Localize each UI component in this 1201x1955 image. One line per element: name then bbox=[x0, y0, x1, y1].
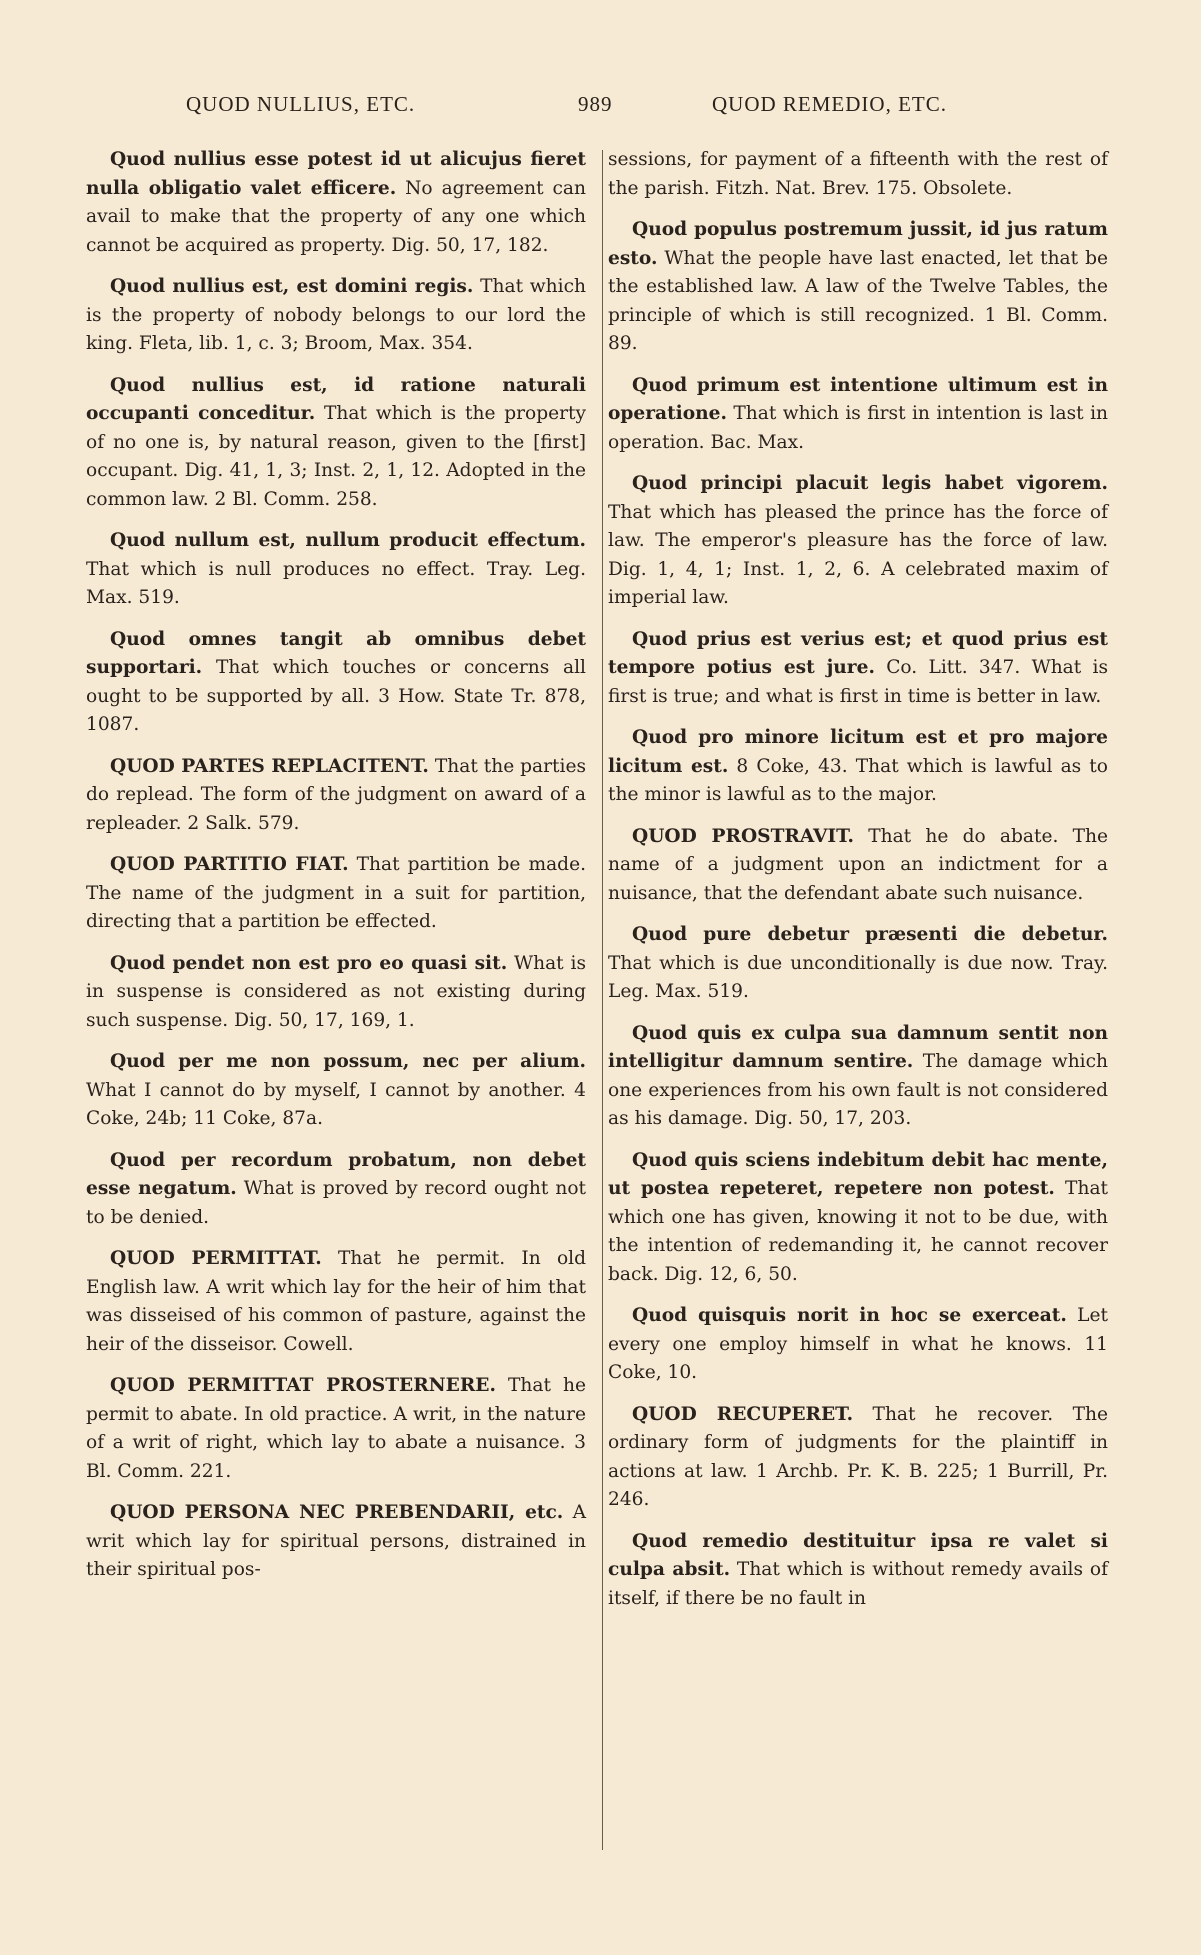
entry-definition: That the parties do replead. The form of the judgment on award of a repleader. 2 Salk. 579. bbox=[86, 755, 586, 834]
entry-headword: Quod quis sciens indebitum debit hac mente, ut postea repeteret, repetere non potest. bbox=[608, 1149, 1108, 1199]
entry-definition: 8 Coke, 43. That which is lawful as to the minor is lawful as to the major. bbox=[608, 755, 1108, 805]
entry-headword: Quod quisquis norit in hoc se exerceat. bbox=[632, 1305, 1067, 1326]
dictionary-entry bbox=[86, 950, 586, 1036]
dictionary-entry bbox=[86, 1147, 586, 1233]
entry-definition: That he permit. In old English law. A writ which lay for the heir of him that was disseised of his common of pasture, against the heir of the disseisor. Cowell. bbox=[86, 1248, 586, 1355]
entry-definition: That he do abate. The name of a judgment upon an indictment for a nuisance, that the defendant abate such nuisance. bbox=[608, 825, 1108, 904]
entry-definition: That which is first in intention is last in operation. Bac. Max. bbox=[608, 403, 1108, 453]
entry-headword: QUOD PROSTRAVIT. bbox=[632, 825, 854, 847]
entry-headword: QUOD RECUPERET. bbox=[632, 1403, 854, 1425]
dictionary-entry bbox=[86, 527, 586, 613]
entry-headword: QUOD PERMITTAT. bbox=[110, 1248, 322, 1269]
dictionary-entry bbox=[608, 1302, 1108, 1388]
entry-definition: That which is due unconditionally is due now. Tray. Leg. Max. 519. bbox=[608, 952, 1108, 1002]
entry-headword: Quod per recordum probatum, non debet esse negatum. bbox=[86, 1149, 586, 1199]
entry-definition: Let every one employ himself in what he knows. 11 Coke, 10. bbox=[608, 1305, 1109, 1383]
left-column bbox=[86, 146, 586, 1598]
entry-definition: What is in suspense is considered as not existing during such suspense. Dig. 50, 17, 169, 1. bbox=[86, 952, 586, 1031]
entry-definition: That he permit to abate. In old practice. A writ, in the nature of a writ of right, which lay to abate a nuisance. 3 Bl. Comm. 221. bbox=[86, 1375, 587, 1482]
entry-headword: Quod nullius esse potest id ut alicujus fieret nulla obligatio valet efficere. bbox=[86, 149, 586, 199]
entry-definition: That which is null produces no effect. Tray. Leg. Max. 519. bbox=[86, 558, 586, 608]
right-column bbox=[608, 146, 1108, 1626]
dictionary-entry bbox=[608, 216, 1108, 359]
entry-definition: That he recover. The ordinary form of judgments for the plaintiff in actions at law. 1 Archb. Pr. K. B. 225; 1 Burrill, Pr. 246. bbox=[608, 1403, 1108, 1510]
dictionary-entry bbox=[86, 1372, 586, 1486]
entry-headword: QUOD PERMITTAT PROSTERNERE. bbox=[110, 1375, 496, 1396]
dictionary-entry bbox=[608, 1020, 1108, 1134]
continued-entry-text: sessions, for payment of a fifteenth with the rest of the parish. Fitzh. Nat. Brev. 175. Obsolete. bbox=[608, 149, 1108, 199]
entry-definition: That partition be made. The name of the judgment in a suit for partition, directing that a partition be effected. bbox=[86, 854, 586, 932]
entry-headword: Quod primum est intentione ultimum est in operatione. bbox=[608, 374, 1108, 424]
entry-headword: QUOD PARTITIO FIAT. bbox=[110, 854, 349, 875]
entry-definition: That which has pleased the prince has the force of law. The emperor's pleasure has the force of law. Dig. 1, 4, 1; Inst. 1, 2, 6. A celebrated maxim of imperial law. bbox=[608, 501, 1108, 608]
entry-headword: Quod pendet non est pro eo quasi sit. bbox=[110, 952, 508, 974]
entry-definition: Co. Litt. 347. What is first is true; and what is first in time is better in law. bbox=[608, 657, 1108, 707]
running-head bbox=[0, 92, 1201, 122]
dictionary-entry bbox=[608, 823, 1108, 909]
entry-definition: That which is the property of nobody belongs to our lord the king. Fleta, lib. 1, c. 3; Broom, Max. 354. bbox=[86, 276, 586, 354]
dictionary-entry bbox=[608, 372, 1108, 458]
entry-definition: What is proved by record ought not to be denied. bbox=[86, 1178, 586, 1228]
entry-headword: Quod prius est verius est; et quod prius est tempore potius est jure. bbox=[608, 628, 1108, 678]
entry-headword: Quod nullius est, id ratione naturali occupanti conceditur. bbox=[86, 374, 586, 424]
dictionary-entry bbox=[86, 626, 586, 740]
header-right-guide-word: QUOD REMEDIO, ETC. bbox=[712, 92, 947, 116]
entry-headword: Quod remedio destituitur ipsa re valet si culpa absit. bbox=[608, 1530, 1108, 1580]
entry-headword: QUOD PERSONA NEC PREBENDARII, etc. bbox=[110, 1502, 564, 1523]
entry-headword: Quod pro minore licitum est et pro majore licitum est. bbox=[608, 727, 1108, 777]
dictionary-entry bbox=[86, 851, 586, 937]
dictionary-entry bbox=[86, 146, 586, 260]
dictionary-entry bbox=[608, 921, 1108, 1007]
entry-definition: The damage which one experiences from his own fault is not considered as his damage. Dig. 50, 17, 203. bbox=[608, 1051, 1109, 1129]
entry-definition: That which is the property of no one is, by natural reason, given to the [first] occupant. Dig. 41, 1, 3; Inst. 2, 1, 12. Adopted in the common law. 2 Bl. Comm. 258. bbox=[86, 403, 586, 510]
entry-definition: That which one has given, knowing it not to be due, with the intention of redemanding it, he cannot recover back. Dig. 12, 6, 50. bbox=[608, 1178, 1108, 1285]
dictionary-entry bbox=[608, 1528, 1108, 1614]
dictionary-entry bbox=[86, 273, 586, 359]
entry-headword: Quod per me non possum, nec per alium. bbox=[110, 1051, 586, 1072]
entry-definition: No agreement can avail to make that the property of any one which cannot be acquired as property. Dig. 50, 17, 182. bbox=[86, 177, 586, 256]
entry-headword: Quod quis ex culpa sua damnum sentit non intelligitur damnum sentire. bbox=[608, 1022, 1108, 1072]
entry-headword: Quod omnes tangit ab omnibus debet supportari. bbox=[86, 628, 586, 678]
entry-headword: Quod nullius est, est domini regis. bbox=[110, 276, 474, 297]
dictionary-entry bbox=[608, 724, 1108, 810]
entry-definition: That which touches or concerns all ought to be supported by all. 3 How. State Tr. 878, 1087. bbox=[86, 657, 586, 735]
dictionary-entry bbox=[608, 470, 1108, 613]
dictionary-entry bbox=[86, 372, 586, 515]
entry-definition: A writ which lay for spiritual persons, distrained in their spiritual pos- bbox=[86, 1502, 587, 1580]
entry-headword: Quod nullum est, nullum producit effectum. bbox=[110, 530, 586, 551]
entry-definition: That which is without remedy avails of itself, if there be no fault in bbox=[608, 1559, 1108, 1609]
dictionary-entry bbox=[86, 1048, 586, 1134]
entry-headword: Quod populus postremum jussit, id jus ratum esto. bbox=[608, 219, 1108, 269]
entry-headword: Quod pure debetur præsenti die debetur. bbox=[632, 924, 1108, 945]
column-divider bbox=[602, 150, 603, 1850]
dictionary-entry bbox=[86, 1499, 586, 1585]
dictionary-entry bbox=[608, 626, 1108, 712]
header-left-guide-word: QUOD NULLIUS, ETC. bbox=[186, 92, 416, 116]
dictionary-entry bbox=[608, 1401, 1108, 1515]
entry-headword: Quod principi placuit legis habet vigorem. bbox=[632, 473, 1108, 494]
entry-definition: What I cannot do by myself, I cannot by another. 4 Coke, 24b; 11 Coke, 87a. bbox=[86, 1079, 586, 1129]
dictionary-entry bbox=[86, 753, 586, 839]
dictionary-entry bbox=[86, 1245, 586, 1359]
page-number: 989 bbox=[578, 92, 613, 116]
entry-definition: What the people have last enacted, let that be the established law. A law of the Twelve Tables, the principle of which is still recognized. 1 Bl. Comm. 89. bbox=[608, 247, 1108, 354]
dictionary-entry bbox=[608, 1147, 1108, 1290]
entry-headword: QUOD PARTES REPLACITENT. bbox=[110, 755, 429, 777]
